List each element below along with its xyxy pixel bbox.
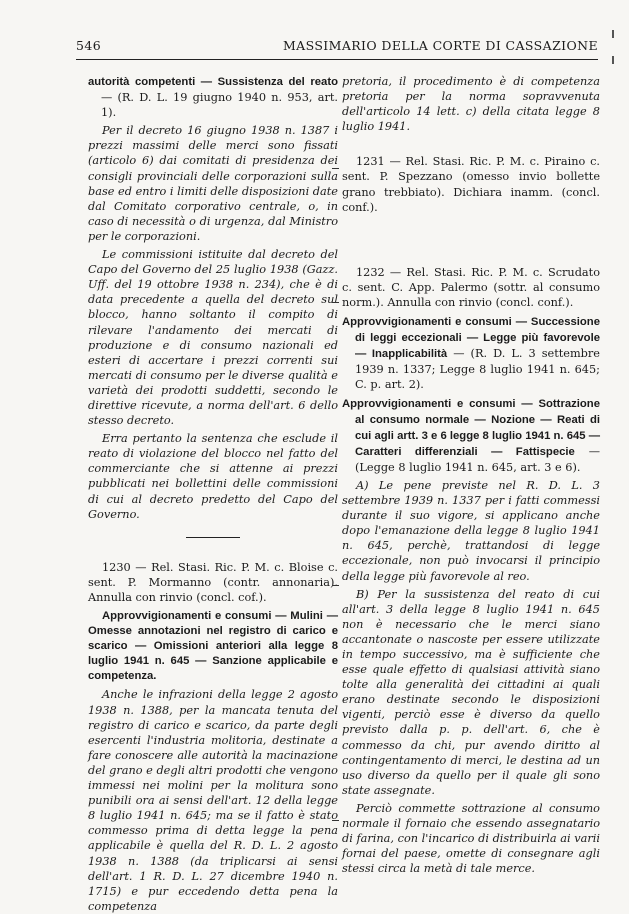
maxim-paragraph-3: Erra pertanto la sentenza che esclude il reato di violazione del blocco nel fatto del commerciante che si attenne ai prezzi pubblicati nei bollettini delle commissioni di cui al decreto predetto del Capo del Governo. bbox=[88, 432, 338, 521]
case-1230-heading: Approvvigionamenti e consumi — Mulini — Omesse annotazioni nel registro di carico e scarico — Omissioni anteriori alla legge 8 luglio 1941 n. 645 — Sanzione applicabile e competenza. bbox=[88, 610, 338, 683]
case-1232-reference: 1232 — Rel. Stasi. Ric. P. M. c. Scrudato c. sent. C. App. Palermo (sottr. al consumo norm.). Annulla con rinvio (concl. conf.). bbox=[342, 265, 600, 309]
maxim-a: A) Le pene previste nel R. D. L. 3 settembre 1939 n. 1337 per i fatti commessi durante il suo vigore, si applicano anche dopo l'emanazione della legge 8 luglio 1941 n. 645, perchè, trattandosi di legge eccezionale, non può invocarsi il principio della legge più favorevole al reo. bbox=[342, 478, 600, 583]
page-header bbox=[76, 38, 598, 58]
headnote-ref: — (R. D. L. 19 giugno 1940 n. 953, art. 1). bbox=[101, 91, 338, 120]
headnote-bold: autorità competenti — Sussistenza del reato bbox=[88, 76, 338, 88]
case-1231-reference: 1231 — Rel. Stasi. Ric. P. M. c. Piraino c. sent. P. Spezzano (omesso invio bollette grano trebbiato). Dichiara inamm. (concl. conf.). bbox=[342, 155, 600, 214]
page-number: 546 bbox=[76, 38, 102, 53]
margin-mark bbox=[332, 302, 339, 303]
case-1232-heading-1 bbox=[342, 314, 600, 392]
maxim-paragraph-1: Per il decreto 16 giugno 1938 n. 1387 i prezzi massimi delle merci sono fissati (articolo 6) dai comitati di presidenza dei consigli provinciali delle corporazioni sulla base ed entro i limiti delle disposizioni date dal Comitato corporativo centrale, o, in caso di necessità o di urgenza, dal Ministro per le corporazioni. bbox=[88, 124, 338, 243]
heading-2-bold: Approvvigionamenti e consumi — Sottrazione al consumo normale — Nozione — Reati di cui agli artt. 3 e 6 legge 8 luglio 1941 n. 645 — Caratteri differenziali — Fattispecie bbox=[342, 397, 600, 458]
case-1230-continuation: pretoria, il procedimento è di competenza pretoria per la norma sopravvenuta dell'articolo 14 lett. c) della citata legge 8 luglio 1941. bbox=[342, 75, 600, 134]
heading-2-ref: — (Legge 8 luglio 1941 n. 645, art. 3 e 6). bbox=[355, 444, 601, 474]
heading-1-bold: Approvvigionamenti e consumi — Successione di leggi eccezionali — Legge più favorevole — Inapplicabilità bbox=[342, 316, 600, 361]
right-column bbox=[342, 74, 600, 876]
header-rule bbox=[76, 59, 598, 60]
maxim-c: Perciò commette sottrazione al consumo normale il fornaio che essendo assegnatario di farina, con l'incarico di distribuirla ai varii fornai del paese, omette di consegnare agli stessi circa la metà di tale merce. bbox=[342, 801, 600, 876]
left-column bbox=[88, 74, 338, 914]
edge-mark bbox=[612, 30, 614, 38]
case-1230-reference: 1230 — Rel. Stasi. Ric. P. M. c. Bloise c. sent. P. Mormanno (contr. annonaria). Annulla con rinvio (concl. cof.). bbox=[88, 560, 338, 604]
edge-mark bbox=[612, 56, 614, 64]
headnote-continuation bbox=[88, 74, 338, 120]
running-title: MASSIMARIO DELLA CORTE DI CASSAZIONE bbox=[282, 38, 598, 53]
margin-mark bbox=[332, 585, 339, 586]
case-1232-heading-2 bbox=[342, 396, 600, 475]
margin-mark bbox=[332, 168, 339, 169]
maxim-b: B) Per la sussistenza del reato di cui all'art. 3 della legge 8 luglio 1941 n. 645 non è necessario che le merci siano accantonate o nascoste per essere utilizzate in tempo successivo, ma è sufficiente che esse quale effetto di qualsiasi attività siano tolte alla generalità dei cittadini ai quali erano destinate secondo le disposizioni vigenti, perciò esse è diverso da quello previsto dalla p. p. dell'art. 6, che è commesso da chi, pur avendo diritto al contingentamento di merci, le destina ad un uso diverso da quello per il quale gli sono state assegnate. bbox=[342, 587, 600, 797]
case-1230-maxim: Anche le infrazioni della legge 2 agosto 1938 n. 1388, per la mancata tenuta del registro di carico e scarico, da parte degli esercenti l'industria molitoria, destinate a fare conoscere alle autorità la macinazione del grano e degli altri prodotti che vengono immessi nei molini per la molitura sono punibili ora ai sensi dell'art. 12 della legge 8 luglio 1941 n. 645; ma se il fatto è stato commesso prima di detta legge la pena applicabile è quella del R. D. L. 2 agosto 1938 n. 1388 (da triplicarsi ai sensi dell'art. 1 R. D. L. 27 dicembre 1940 n. 1715) e pur eccedendo detta pena la competenza bbox=[88, 688, 338, 913]
heading-1-ref: — (R. D. L. 3 settembre 1939 n. 1337; Legge 8 luglio 1941 n. 645; C. p. art. 2). bbox=[355, 347, 600, 392]
section-separator bbox=[186, 537, 240, 538]
margin-mark bbox=[332, 820, 339, 821]
maxim-paragraph-2: Le commissioni istituite dal decreto del Capo del Governo del 25 luglio 1938 (Gazz. Uff. del 19 ottobre 1938 n. 234), che è di data precedente a quella del decreto sul blocco, hanno soltanto il compito di rilevare l'andamento dei mercati di produzione e di consumo nazionali ed esteri di accertare i prezzi correnti sui mercati di consumo per le diverse qualità e varietà dei prodotti suddetti, secondo le direttive ricevute, a norma dell'art. 6 dello stesso decreto. bbox=[88, 248, 338, 428]
